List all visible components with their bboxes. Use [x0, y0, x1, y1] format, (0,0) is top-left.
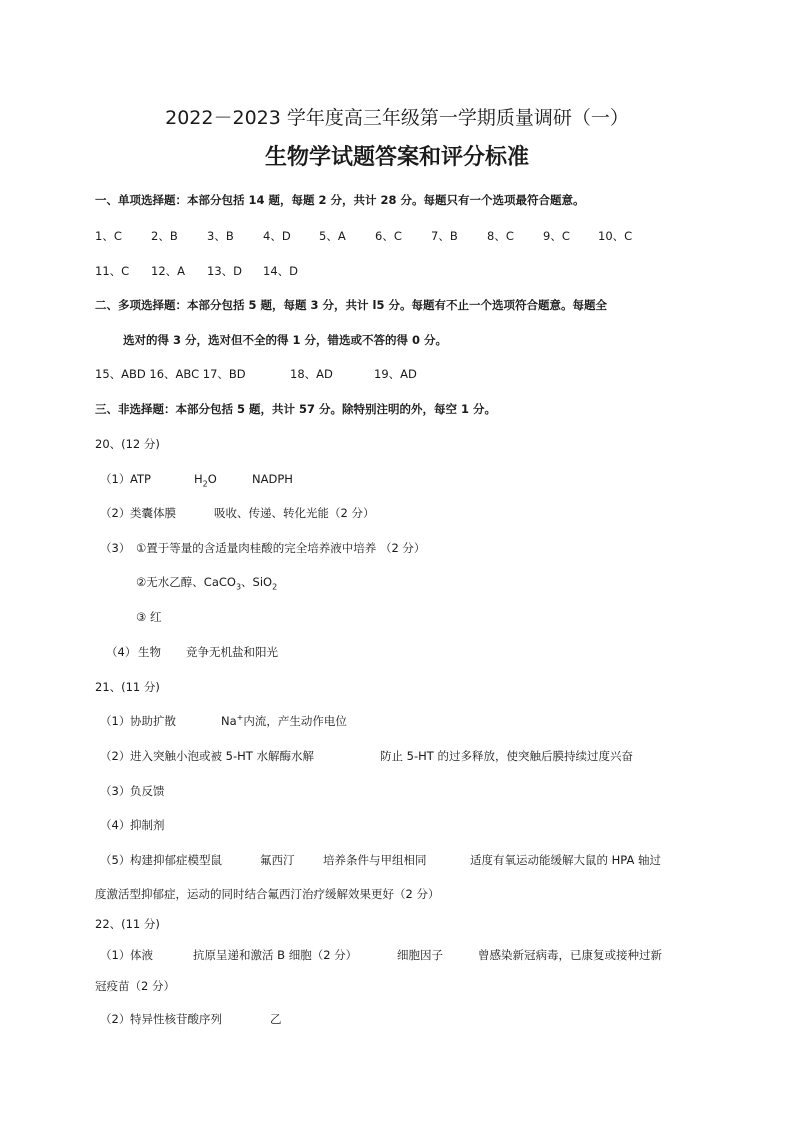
- answer: 7、B: [431, 229, 458, 243]
- q20-title: 20、(12 分): [95, 437, 160, 451]
- answer: 协助扩散: [130, 714, 176, 728]
- part-number: （2）: [100, 1012, 131, 1026]
- answer: 类囊体膜: [130, 506, 176, 520]
- document-title: 2022－2023 学年度高三年级第一学期质量调研（一）: [165, 107, 629, 129]
- document-subtitle: 生物学试题答案和评分标准: [264, 145, 529, 170]
- answer: 竞争无机盐和阳光: [186, 645, 278, 659]
- answer: 11、C: [95, 264, 130, 278]
- part-number: （1）: [100, 714, 131, 728]
- answer: 18、AD: [290, 367, 333, 381]
- answer: Na+内流，产生动作电位: [221, 713, 347, 728]
- answer: 6、C: [375, 229, 402, 243]
- answer: 3、B: [207, 229, 234, 243]
- answer: 吸收、传递、转化光能（2 分）: [214, 506, 375, 520]
- part-number: （5）: [100, 853, 131, 867]
- answer: 12、A: [151, 264, 186, 278]
- answer: 细胞因子: [397, 948, 443, 962]
- answer: 培养条件与甲组相同: [323, 853, 427, 867]
- q21-part5-cont: 度激活型抑郁症，运动的同时结合氟西汀治疗缓解效果更好（2 分）: [95, 887, 440, 901]
- part-number: （3）: [100, 784, 131, 798]
- answer: 防止 5-HT 的过多释放，使突触后膜持续过度兴奋: [380, 749, 633, 763]
- answer: 生物: [138, 645, 161, 659]
- answer: 特异性核苷酸序列: [130, 1012, 222, 1026]
- q20-part3-c: ③ 红: [136, 610, 162, 624]
- answer: 乙: [270, 1012, 282, 1026]
- answer: 14、D: [263, 264, 298, 278]
- part-number: （2）: [100, 749, 131, 763]
- answer: 10、C: [598, 229, 633, 243]
- answer: 1、C: [95, 229, 122, 243]
- q22-title: 22、(11 分): [95, 917, 160, 931]
- answer: 体液: [130, 948, 153, 962]
- q21-title: 21、(11 分): [95, 680, 160, 694]
- answer: 负反馈: [130, 784, 165, 798]
- answer: 进入突触小泡或被 5-HT 水解酶水解: [130, 749, 314, 763]
- section2-header-cont: 选对的得 3 分，选对但不全的得 1 分，错选或不答的得 0 分。: [123, 333, 448, 347]
- part-number: （1）: [100, 948, 131, 962]
- part-number: （4）: [106, 645, 137, 659]
- answer-formula: $H_2O$: [194, 472, 217, 489]
- answer: 4、D: [263, 229, 291, 243]
- answer: 5、A: [319, 229, 346, 243]
- answer: 抗原呈递和激活 B 细胞（2 分）: [193, 948, 358, 962]
- section1-header: 一、单项选择题：本部分包括 14 题，每题 2 分，共计 28 分。每题只有一个选项最符合题意。: [95, 193, 585, 207]
- answer: 氟西汀: [260, 853, 295, 867]
- part-number: （4）: [100, 818, 131, 832]
- section3-header: 三、非选择题：本部分包括 5 题，共计 57 分。除特别注明的外，每空 1 分。: [95, 402, 497, 416]
- answer: ATP: [130, 472, 151, 486]
- answer: 构建抑郁症模型鼠: [130, 853, 222, 867]
- part-number: （2）: [100, 506, 131, 520]
- answer: ①置于等量的含适量肉桂酸的完全培养液中培养 （2 分）: [136, 541, 426, 555]
- section2-header: 二、多项选择题：本部分包括 5 题，每题 3 分，共计 l5 分。每题有不止一个选项符合题意。每题全: [95, 298, 607, 312]
- answer: 2、B: [151, 229, 178, 243]
- answer: 19、AD: [374, 367, 417, 381]
- answer: NADPH: [252, 472, 293, 486]
- answer: 8、C: [487, 229, 514, 243]
- answer: 抑制剂: [130, 818, 165, 832]
- answer: 适度有氧运动能缓解大鼠的 HPA 轴过: [470, 853, 662, 867]
- answer: 13、D: [207, 264, 242, 278]
- answer: 9、C: [543, 229, 570, 243]
- answer: 15、ABD 16、ABC 17、BD: [95, 367, 246, 381]
- answer: 曾感染新冠病毒，已康复或接种过新: [478, 948, 662, 962]
- part-number: （3）: [100, 541, 131, 555]
- part-number: （1）: [100, 472, 131, 486]
- q20-part3-b: ②无水乙醇、CaCO$_3$、SiO$_2$: [136, 575, 278, 592]
- q22-part1-cont: 冠疫苗（2 分）: [95, 979, 175, 993]
